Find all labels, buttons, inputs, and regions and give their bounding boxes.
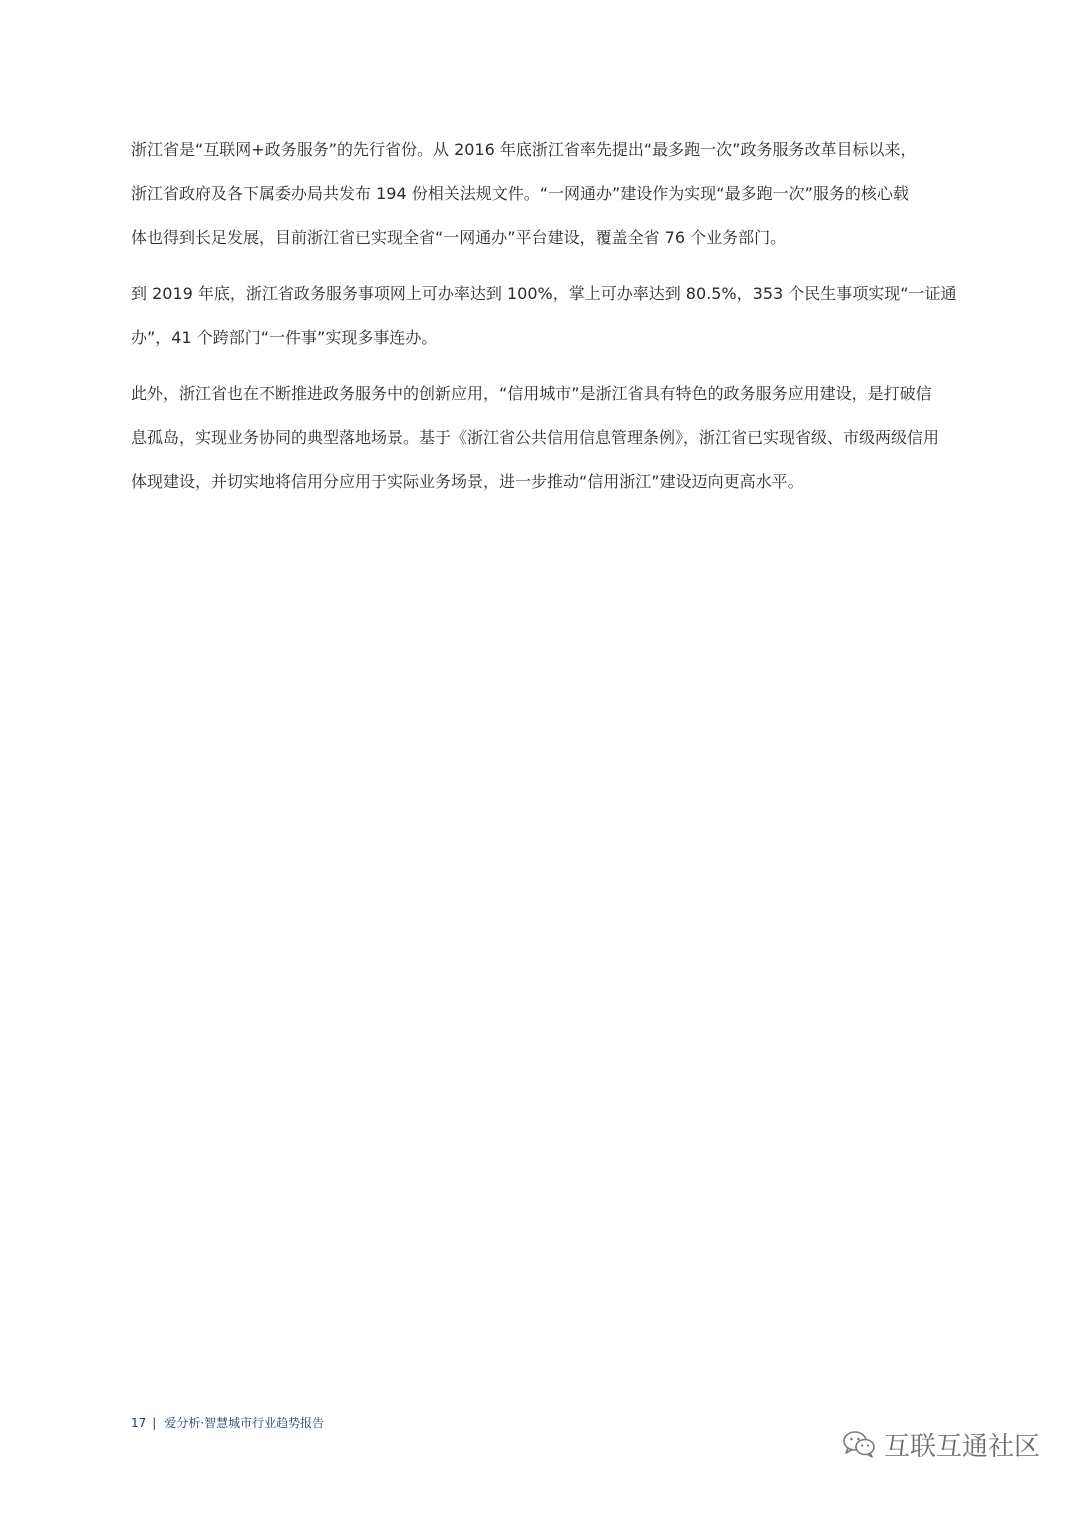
paragraph-line: 浙江省政府及各下属委办局共发布 194 份相关法规文件。“一网通办”建设作为实现“最多跑一次”服务的核心载 [131,184,909,203]
page-number: 17 [131,1416,147,1430]
watermark [842,1428,1040,1460]
page-footer [131,1416,324,1430]
footer-separator: | [152,1416,157,1430]
watermark-text: 互联互通社区 [884,1431,1041,1462]
wechat-icon [842,1430,876,1458]
paragraph-line: 到 2019 年底，浙江省政务服务事项网上可办率达到 100%，掌上可办率达到 80.5%，353 个民生事项实现“一证通 [131,284,957,303]
report-title: 爱分析·智慧城市行业趋势报告 [164,1416,325,1430]
paragraph-line: 息孤岛，实现业务协同的典型落地场景。基于《浙江省公共信用信息管理条例》，浙江省已实现省级、市级两级信用 [131,428,940,447]
paragraph-line: 体现建设，并切实地将信用分应用于实际业务场景，进一步推动“信用浙江”建设迈向更高水平。 [131,472,804,491]
paragraph-line: 体也得到长足发展，目前浙江省已实现全省“一网通办”平台建设，覆盖全省 76 个业务部门。 [131,228,787,247]
paragraph-line: 办”，41 个跨部门“一件事”实现多事连办。 [131,328,438,347]
paragraph-line: 此外，浙江省也在不断推进政务服务中的创新应用，“信用城市”是浙江省具有特色的政务服务应用建设，是打破信 [131,384,932,403]
paragraph-line: 浙江省是“互联网+政务服务”的先行省份。从 2016 年底浙江省率先提出“最多跑一次”政务服务改革目标以来， [131,140,917,159]
